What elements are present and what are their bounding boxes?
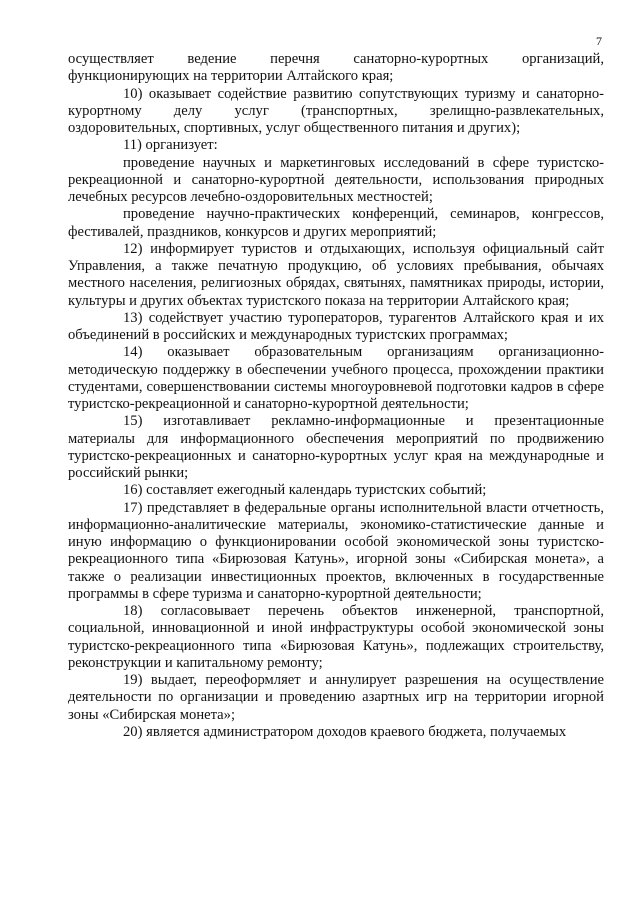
paragraph: 10) оказывает содействие развитию сопутствующих туризму и санаторно-курортному делу услуг (транспортных, зрелищно-развлекательных, оздоровительных, спортивных, услуг общественного питания и других); [68,85,604,136]
paragraph: осуществляет ведение перечня санаторно-курортных организаций, функционирующих на территории Алтайского края; [68,51,604,85]
paragraph: проведение научных и маркетинговых исследований в сфере туристско-рекреационной и санаторно-курортной деятельности, использования природных лечебных ресурсов лечебно-оздоровительных местностей; [68,154,604,205]
paragraph: 14) оказывает образовательным организациям организационно-методическую поддержку в обеспечении учебного процесса, прохождении практики студентами, совершенствовании системы многоуровневой подготовки кадров в сфере туристско-рекреационной и санаторно-курортной деятельности; [68,344,604,412]
paragraph: 11) организует: [123,137,218,154]
page-number: 7 [596,34,602,48]
document-body [68,51,604,741]
paragraph: 17) представляет в федеральные органы исполнительной власти отчетность, информационно-аналитические материалы, экономико-статистические данные и иную информацию о функционировании особой экономической зоны туристско-рекреационного типа «Бирюзовая Катунь», игорной зоны «Сибирская монета», а также о реализации инвестиционных проектов, включенных в государственные программы в сфере туризма и санаторно-курортной деятельности; [68,499,604,602]
paragraph: 18) согласовывает перечень объектов инженерной, транспортной, социальной, инновационной и иной инфраструктуры особой экономической зоны туристско-рекреационного типа «Бирюзовая Катунь», подлежащих строительству, реконструкции и капитальному ремонту; [68,603,604,671]
paragraph: 12) информирует туристов и отдыхающих, используя официальный сайт Управления, а также печатную продукцию, об условиях пребывания, обычаях местного населения, религиозных обрядах, святынях, памятниках природы, истории, культуры и других объектах туристского показа на территории Алтайского края; [68,240,604,309]
paragraph: 16) составляет ежегодный календарь туристских событий; [123,482,487,499]
paragraph: 15) изготавливает рекламно-информационные и презентационные материалы для информационного обеспечения мероприятий по продвижению туристско-рекреационных и санаторно-курортных услуг края на международные и российский рынки; [68,413,604,481]
paragraph: проведение научно-практических конференций, семинаров, конгрессов, фестивалей, праздников, конкурсов и других мероприятий; [68,206,604,240]
paragraph: 20) является администратором доходов краевого бюджета, получаемых [123,723,567,740]
paragraph: 19) выдает, переоформляет и аннулирует разрешения на осуществление деятельности по организации и проведению азартных игр на территории игорной зоны «Сибирская монета»; [68,672,604,723]
paragraph: 13) содействует участию туроператоров, турагентов Алтайского края и их объединений в российских и международных туристских программах; [68,309,604,343]
